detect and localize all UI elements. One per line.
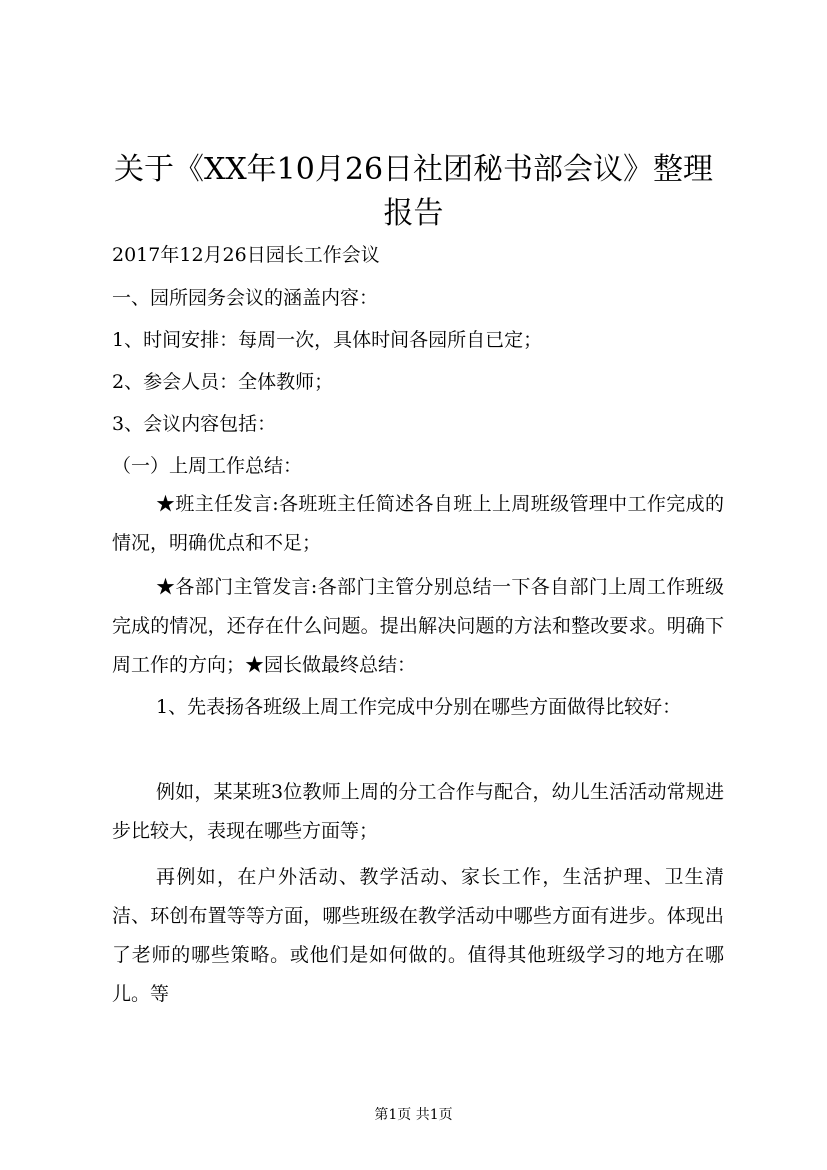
paragraph-example-1: 例如，某某班3位教师上周的分工合作与配合，幼儿生活活动常规进步比较大，表现在哪些方面等； [112, 781, 724, 842]
page-number-footer: 第1页 共1页 [374, 1107, 453, 1123]
list-item-content: 3、会议内容包括： [112, 413, 277, 435]
paragraph-praise: 1、先表扬各班级上周工作完成中分别在哪些方面做得比较好： [156, 696, 682, 718]
document-title: 关于《XX年10月26日社团秘书部会议》整理报告 [113, 152, 714, 231]
meeting-date-line: 2017年12月26日园长工作会议 [112, 244, 380, 266]
paragraph-example-2: 再例如，在户外活动、教学活动、家长工作，生活护理、卫生清洁、环创布置等等方面，哪些班级在教学活动中哪些方面有进步。体现出了老师的哪些策略。或他们是如何做的。值得其他班级学习的地方在哪儿。等 [112, 866, 724, 1005]
paragraph-department-heads: ★各部门主管发言:各部门主管分别总结一下各自部门上周工作班级完成的情况，还存在什么问题。提出解决问题的方法和整改要求。明确下周工作的方向；★园长做最终总结： [112, 576, 724, 676]
paragraph-head-teacher: ★班主任发言:各班班主任简述各自班上上周班级管理中工作完成的情况，明确优点和不足； [112, 493, 724, 554]
section-heading: 一、园所园务会议的涵盖内容： [112, 287, 379, 309]
subsection-heading: （一）上周工作总结： [112, 455, 303, 477]
list-item-attendees: 2、参会人员：全体教师； [112, 371, 334, 393]
list-item-time: 1、时间安排：每周一次，具体时间各园所自已定； [112, 329, 543, 351]
